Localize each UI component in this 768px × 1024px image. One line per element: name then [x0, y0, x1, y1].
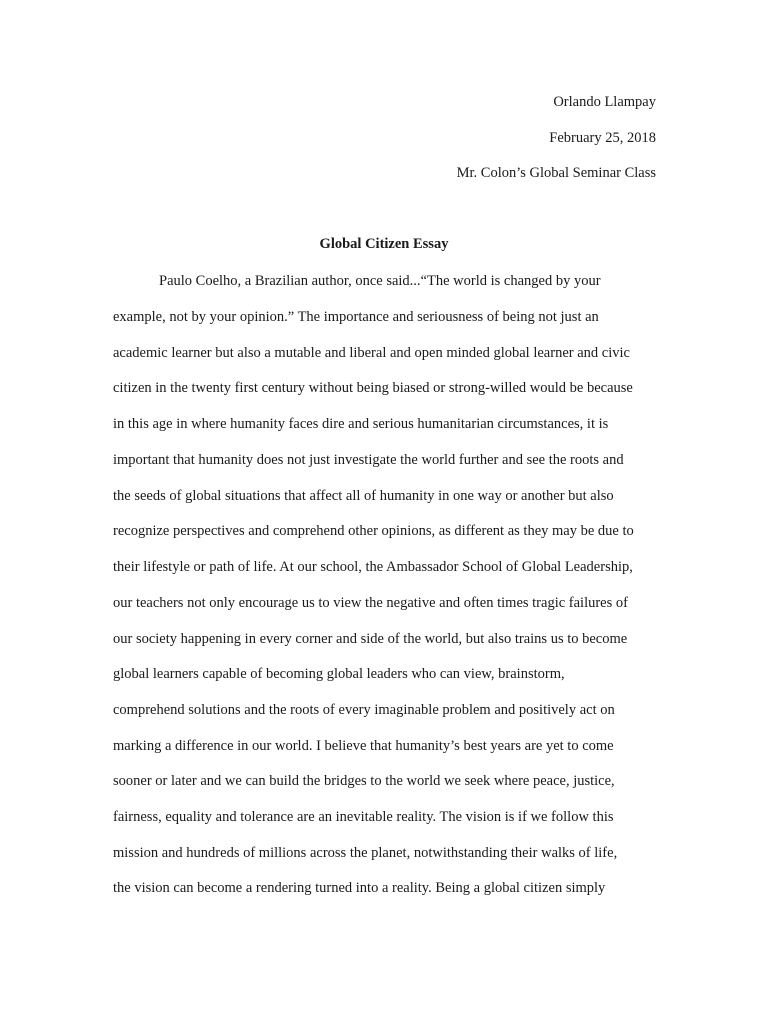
- body-line: marking a difference in our world. I believe that humanity’s best years are yet to come: [113, 738, 614, 754]
- body-line: Paulo Coelho, a Brazilian author, once said...“The world is changed by your: [159, 273, 601, 289]
- essay-title: Global Citizen Essay: [319, 236, 449, 252]
- body-line: mission and hundreds of millions across the planet, notwithstanding their walks of life,: [113, 845, 618, 861]
- body-line: example, not by your opinion.” The importance and seriousness of being not just an: [113, 309, 599, 325]
- body-line: the seeds of global situations that affect all of humanity in one way or another but also: [113, 488, 614, 504]
- class-name: Mr. Colon’s Global Seminar Class: [456, 165, 656, 181]
- body-line: our society happening in every corner and side of the world, but also trains us to become: [113, 631, 628, 647]
- body-line: citizen in the twenty first century without being biased or strong-willed would be because: [113, 380, 633, 396]
- body-line: fairness, equality and tolerance are an inevitable reality. The vision is if we follow this: [113, 809, 614, 825]
- body-line: important that humanity does not just investigate the world further and see the roots and: [113, 452, 624, 468]
- body-line: their lifestyle or path of life. At our school, the Ambassador School of Global Leadership,: [113, 559, 633, 575]
- author-name: Orlando Llampay: [553, 94, 656, 110]
- body-line: recognize perspectives and comprehend other opinions, as different as they may be due to: [113, 523, 634, 539]
- body-line: comprehend solutions and the roots of every imaginable problem and positively act on: [113, 702, 615, 718]
- body-line: academic learner but also a mutable and liberal and open minded global learner and civic: [113, 345, 630, 361]
- body-line: in this age in where humanity faces dire and serious humanitarian circumstances, it is: [113, 416, 609, 432]
- body-line: global learners capable of becoming global leaders who can view, brainstorm,: [113, 666, 565, 682]
- essay-date: February 25, 2018: [549, 130, 656, 146]
- body-line: our teachers not only encourage us to view the negative and often times tragic failures of: [113, 595, 628, 611]
- body-line: sooner or later and we can build the bridges to the world we seek where peace, justice,: [113, 773, 615, 789]
- body-line: the vision can become a rendering turned into a reality. Being a global citizen simply: [113, 880, 606, 896]
